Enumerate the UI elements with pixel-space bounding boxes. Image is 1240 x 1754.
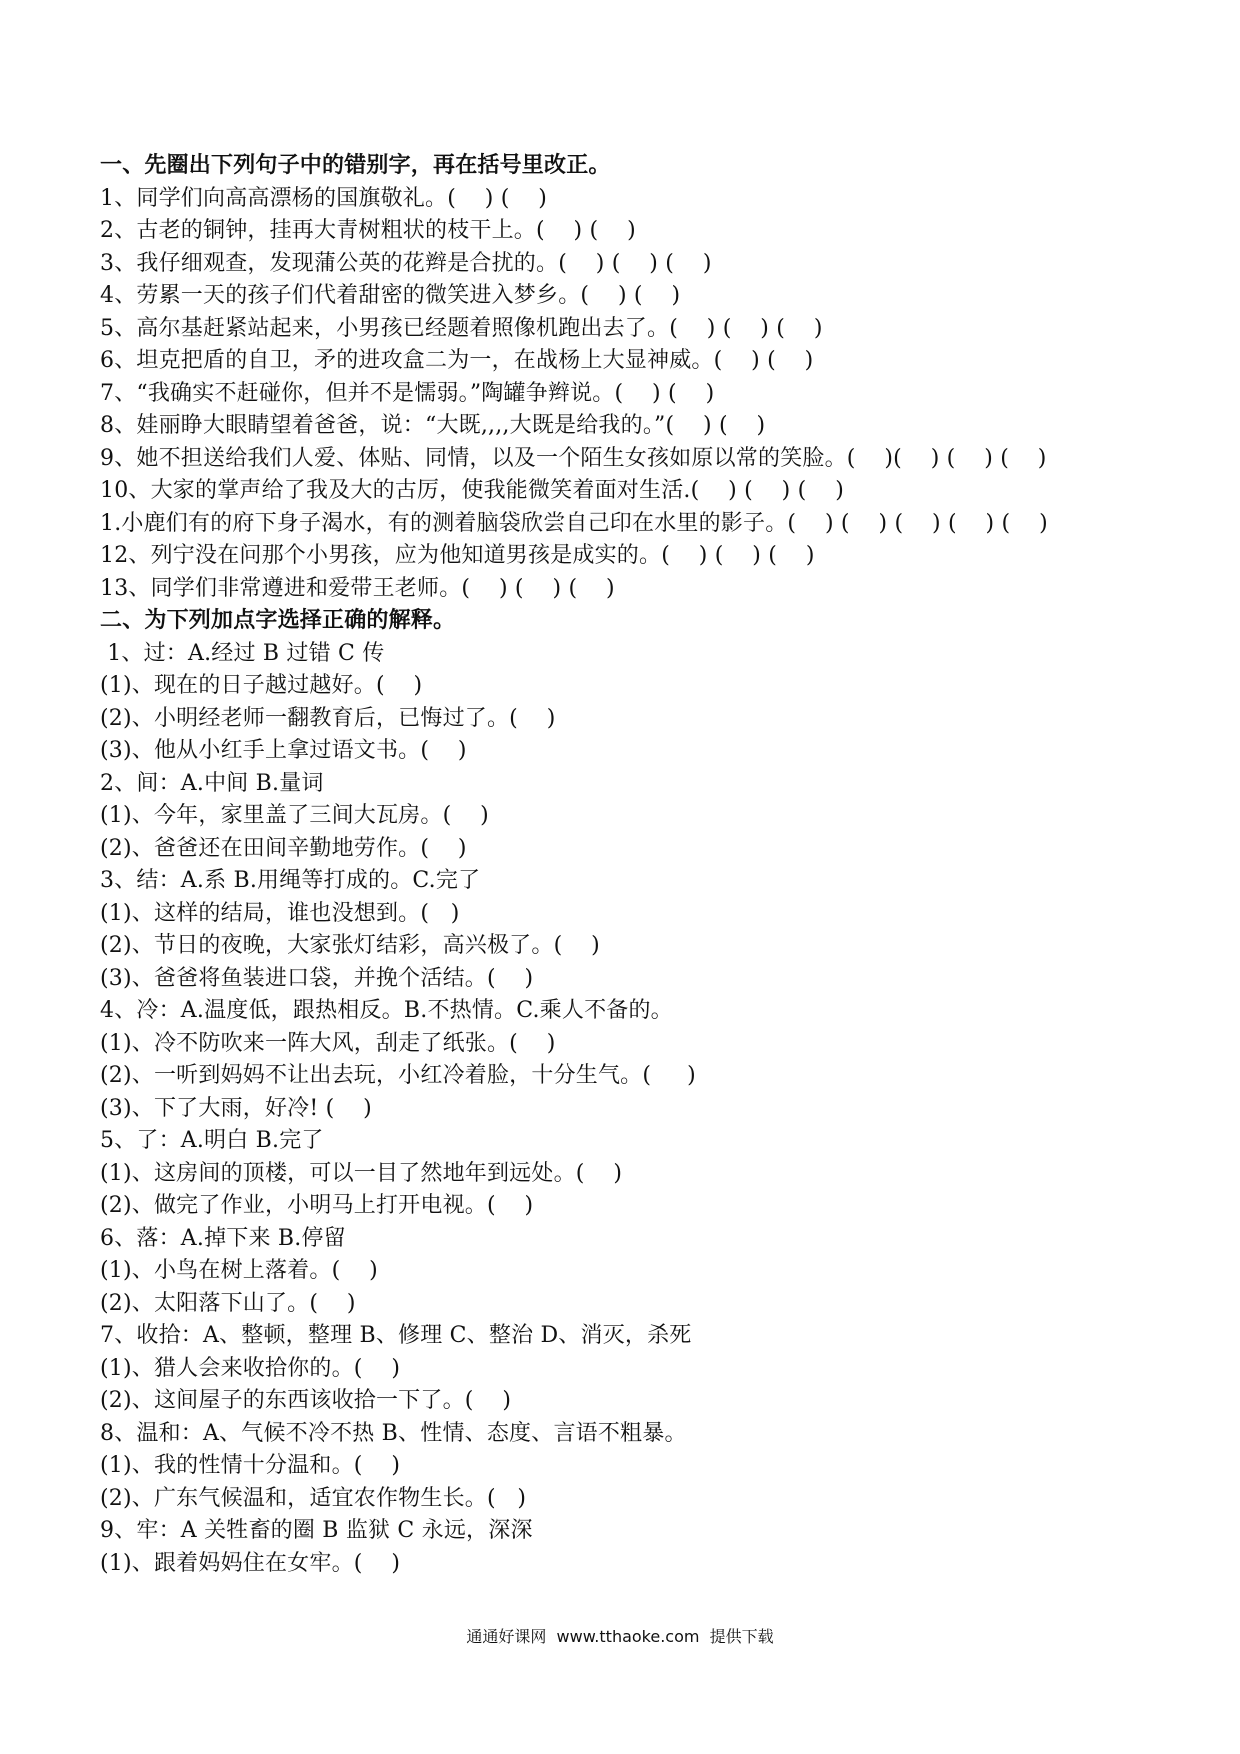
section2-item: (1)、这样的结局，谁也没想到。( )	[100, 900, 460, 926]
section2-item: (2)、广东气候温和，适宜农作物生长。( )	[100, 1485, 527, 1511]
section2-item: (2)、爸爸还在田间辛勤地劳作。( )	[100, 835, 467, 861]
section2-item: (2)、这间屋子的东西该收拾一下了。( )	[100, 1388, 512, 1413]
section2-item: (2)、做完了作业，小明马上打开电视。( )	[100, 1193, 534, 1218]
section2-item: (2)、小明经老师一翻教育后，已悔过了。( )	[100, 705, 556, 731]
section2-item: 4、冷：A.温度低，跟热相反。B.不热情。C.乘人不备的。	[100, 998, 673, 1023]
section2-item: (2)、节日的夜晚，大家张灯结彩，高兴极了。( )	[100, 933, 600, 958]
section2-item: 2、间：A.中间 B.量词	[100, 770, 324, 796]
section2-item: 5、了：A.明白 B.完了	[100, 1128, 324, 1153]
section2-item: (1)、跟着妈妈住在女牢。( )	[100, 1550, 401, 1576]
section1-item: 1、同学们向高高漂杨的国旗敬礼。( ) ( )	[100, 185, 548, 211]
section2-item: 8、温和：A、气候不冷不热 B、性情、态度、言语不粗暴。	[100, 1420, 687, 1446]
section2-item: (2)、太阳落下山了。( )	[100, 1290, 356, 1316]
section2-item: (1)、这房间的顶楼，可以一目了然地年到远处。( )	[100, 1160, 623, 1186]
section1-item: 8、娃丽睁大眼睛望着爸爸，说：“大既,,,,大既是给我的。”( ) ( )	[100, 413, 766, 438]
section1-item: 5、高尔基赶紧站起来，小男孩已经题着照像机跑出去了。( ) ( ) ( )	[100, 315, 823, 341]
section1-item: 4、劳累一天的孩子们代着甜密的微笑进入梦乡。( ) ( )	[100, 283, 681, 308]
section2-item: (1)、现在的日子越过越好。( )	[100, 673, 423, 698]
section1-item: 3、我仔细观查，发现蒲公英的花辫是合扰的。( ) ( ) ( )	[100, 250, 712, 276]
section2-item: (1)、今年，家里盖了三间大瓦房。( )	[100, 803, 489, 828]
section1-item: 13、同学们非常遵进和爱带王老师。( ) ( ) ( )	[100, 575, 615, 601]
section1-item: 7、“我确实不赶碰你，但并不是懦弱。”陶罐争辫说。( ) ( )	[100, 380, 715, 406]
section2-item: 3、结：A.系 B.用绳等打成的。C.完了	[100, 868, 481, 893]
section1-item: 2、古老的铜钟，挂再大青树粗状的枝干上。( ) ( )	[100, 218, 636, 243]
section1-item: 1.小鹿们有的府下身子渴水，有的测着脑袋欣尝自己印在水里的影子。( ) ( ) ( ) ( ) ( )	[100, 510, 1048, 536]
section2-item: (3)、爸爸将鱼装进口袋，并挽个活结。( )	[100, 965, 534, 991]
worksheet	[100, 150, 1160, 1580]
section2-item: 1、过：A.经过 B 过错 C 传	[100, 640, 385, 666]
section1-item: 12、列宁没在问那个小男孩，应为他知道男孩是成实的。( ) ( ) ( )	[100, 543, 815, 568]
section1-item: 10、大家的掌声给了我及大的古厉，使我能微笑着面对生活.( ) ( ) ( )	[100, 478, 844, 503]
section2-item: (1)、小鸟在树上落着。( )	[100, 1258, 378, 1283]
section2-heading: 二、为下列加点字选择正确的解释。	[100, 608, 456, 633]
section2-item: (3)、下了大雨，好冷! ( )	[100, 1095, 372, 1121]
section1-heading: 一、先圈出下列句子中的错别字，再在括号里改正。	[100, 153, 611, 178]
section1-item: 9、她不担送给我们人爱、体贴、同情，以及一个陌生女孩如原以常的笑脸。( )( ) ( ) ( )	[100, 445, 1047, 471]
section1-item: 6、坦克把盾的自卫，矛的进攻盒二为一，在战杨上大显神威。( ) ( )	[100, 348, 814, 373]
section2-item: (1)、猎人会来收拾你的。( )	[100, 1355, 401, 1381]
section2-item: 6、落：A.掉下来 B.停留	[100, 1225, 346, 1251]
footer-credit: 通通好课网 www.tthaoke.com 提供下载	[466, 1627, 774, 1646]
section2-item: (1)、冷不防吹来一阵大风，刮走了纸张。( )	[100, 1030, 556, 1056]
section2-item: (1)、我的性情十分温和。( )	[100, 1453, 401, 1478]
section2-item: (2)、一听到妈妈不让出去玩，小红冷着脸，十分生气。( )	[100, 1063, 696, 1088]
section2-item: 7、收拾：A、整顿，整理 B、修理 C、整治 D、消灭，杀死	[100, 1323, 692, 1348]
section2-item: 9、牢：A 关牲畜的圈 B 监狱 C 永远，深深	[100, 1518, 533, 1543]
section2-item: (3)、他从小红手上拿过语文书。( )	[100, 738, 467, 763]
